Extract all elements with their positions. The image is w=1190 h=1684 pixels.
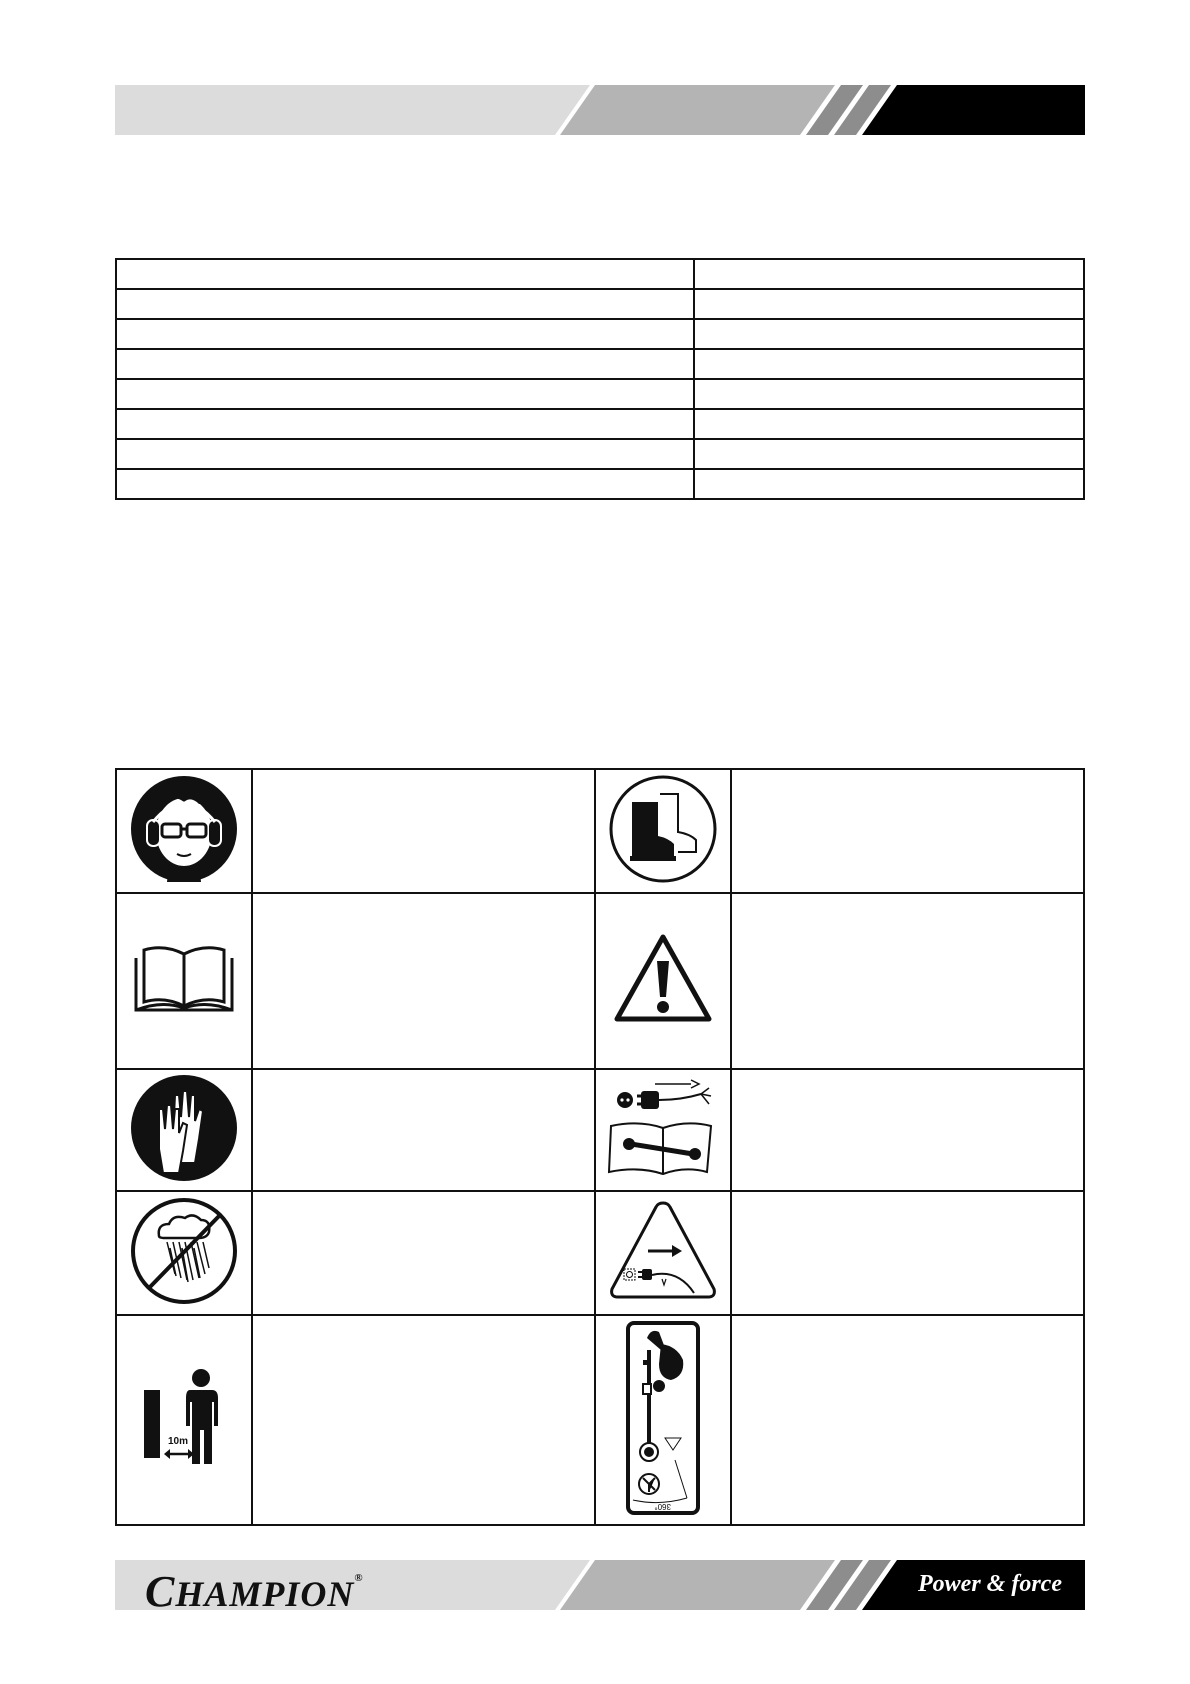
- spec-label: [116, 289, 694, 319]
- symbol-description: [731, 1315, 1084, 1525]
- symbol-row: [116, 1315, 1084, 1525]
- spec-label: [116, 469, 694, 499]
- symbol-description: [252, 769, 595, 893]
- symbol-row: [116, 769, 1084, 893]
- spec-value: [694, 469, 1084, 499]
- tagline: Power & force: [918, 1571, 1062, 1597]
- symbol-row: [116, 1191, 1084, 1315]
- table-row: [116, 379, 1084, 409]
- safety-symbols-table: [115, 768, 1085, 1526]
- symbol-description: [731, 769, 1084, 893]
- spec-label: [116, 439, 694, 469]
- symbol-description: [731, 893, 1084, 1069]
- symbol-description: [252, 893, 595, 1069]
- trimmer-operation-icon: [625, 1320, 701, 1516]
- registered-mark: ®: [354, 1572, 364, 1584]
- spec-value: [694, 409, 1084, 439]
- logo-rest: HAMPION: [175, 1574, 355, 1614]
- spec-value: [694, 289, 1084, 319]
- spec-value: [694, 439, 1084, 469]
- keep-distance-icon: [134, 1368, 234, 1468]
- angle-label: 360°: [654, 1501, 671, 1511]
- read-manual-icon: [132, 944, 236, 1014]
- symbol-description: [731, 1191, 1084, 1315]
- spec-value: [694, 319, 1084, 349]
- safety-boots-icon: [608, 774, 718, 884]
- symbol-row: [116, 1069, 1084, 1191]
- spec-label: [116, 409, 694, 439]
- table-row: [116, 409, 1084, 439]
- no-rain-icon: [129, 1196, 239, 1306]
- logo-initial: C: [145, 1567, 176, 1616]
- spec-label: [116, 319, 694, 349]
- damaged-cord-unplug-icon: [608, 1199, 718, 1303]
- champion-logo: [145, 1566, 364, 1617]
- warning-triangle-icon: [613, 933, 713, 1025]
- spec-value: [694, 259, 1084, 289]
- spec-label: [116, 349, 694, 379]
- unplug-before-maintenance-icon: [605, 1074, 721, 1182]
- spec-label: [116, 379, 694, 409]
- specifications-table: [115, 258, 1085, 500]
- symbol-description: [252, 1191, 595, 1315]
- table-row: [116, 439, 1084, 469]
- table-row: [116, 259, 1084, 289]
- table-row: [116, 289, 1084, 319]
- symbol-description: [252, 1069, 595, 1191]
- symbol-description: [252, 1315, 595, 1525]
- symbol-row: [116, 893, 1084, 1069]
- table-row: [116, 469, 1084, 499]
- header-band: [115, 85, 1085, 135]
- eye-and-ear-protection-icon: [129, 774, 239, 884]
- spec-label: [116, 259, 694, 289]
- table-row: [116, 349, 1084, 379]
- distance-label: 10m: [168, 1435, 189, 1447]
- table-row: [116, 319, 1084, 349]
- spec-value: [694, 379, 1084, 409]
- spec-value: [694, 349, 1084, 379]
- symbol-description: [731, 1069, 1084, 1191]
- protective-gloves-icon: [129, 1073, 239, 1183]
